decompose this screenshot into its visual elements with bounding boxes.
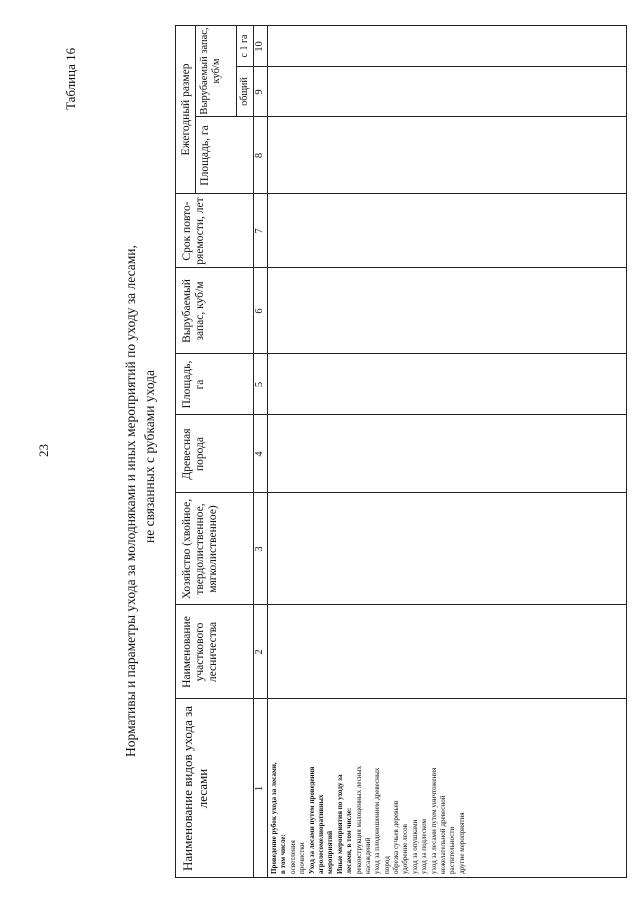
column-header-6: Вырубаемый запас, куб/м [181,279,206,343]
column-number-5: 5 [254,381,265,388]
column-number-9: 9 [254,89,265,95]
row-label: в том числе: [279,834,288,874]
column-number-2: 2 [254,649,265,655]
column-header-2: Наименование участкового лесничества [181,616,219,688]
row-label: лесами, в том числе: [345,807,354,874]
row-label: Уход за лесами путем проведения [307,766,316,874]
row-label: уход за опушками [410,819,419,874]
column-number-6: 6 [254,308,265,314]
row-label: прочистки [298,842,307,874]
table-label: Таблица 16 [63,47,78,110]
row-label: осветления [288,840,297,874]
column-header-1: Наименование видов ухода за лесами [180,705,210,871]
column-number-3: 3 [254,546,265,552]
row-label: Иные мероприятия по уходу за [335,774,344,874]
row-label: реконструкция малоценных лесных [354,765,363,874]
column-number-10: 10 [254,41,265,52]
column-header-4: Древесная порода [181,428,206,480]
sub-header-volume: Вырубаемый запас, куб/м [199,27,222,115]
row-label: уход за лесами путем уничтожения [429,767,438,874]
page-number: 23 [36,444,51,457]
column-header-5: Площадь, га [181,360,206,409]
sub-header-area: Площадь, га [199,125,211,186]
column-number-7: 7 [254,228,265,234]
sub-sub-header-per-ha: с 1 га [239,34,250,58]
row-label: агролесомелиоративных [316,794,325,874]
column-number-4: 4 [254,451,265,457]
column-number-1: 1 [254,785,265,792]
title-line-1: Нормативы и параметры ухода за молодняками и иных мероприятий по уходу за лесами, [123,245,138,757]
group-header-annual: Ежегодный размер [180,63,192,156]
row-label: уход за подлеском [420,818,429,874]
row-label: Проведение рубок ухода за лесами, [270,762,278,874]
row-label: растительности [448,826,457,874]
row-labels [270,762,467,874]
row-label: мероприятий [326,830,335,874]
row-label: обрезка сучьев деревьев [392,800,401,874]
row-label: уход за плодоношением древесных [373,767,382,874]
sub-sub-header-total: общий [239,77,250,106]
row-label: насаждений [363,837,372,874]
column-header-3: Хозяйство (хвойное, твердолиственное, мягколиственное) [181,498,219,600]
column-header-7: Срок повто-ряемости, лет [181,197,206,265]
title-line-2: не связанных с рубками ухода [142,369,157,543]
row-label: нежелательной древесной [439,795,448,874]
row-label: удобрение лесов [401,824,410,874]
row-label: пород [382,856,391,874]
row-label: другие мероприятия [457,812,466,874]
column-number-8: 8 [254,152,265,159]
